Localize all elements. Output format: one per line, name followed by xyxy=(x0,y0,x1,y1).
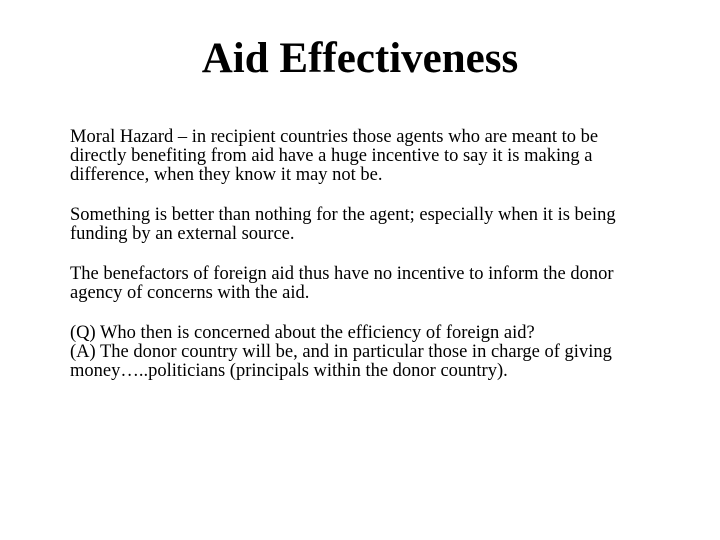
paragraph-moral-hazard: Moral Hazard – in recipient countries those agents who are meant to be directly benefiting from aid have a huge incentive to say it is making a difference, when they know it may not be. xyxy=(70,127,599,185)
answer-text: (A) The donor country will be, and in particular those in charge of giving money…..politicians (principals within the donor country). xyxy=(70,342,612,381)
slide-title: Aid Effectiveness xyxy=(201,35,519,82)
paragraph-benefactors: The benefactors of foreign aid thus have no incentive to inform the donor agency of concerns with the aid. xyxy=(70,264,614,303)
slide-body xyxy=(70,128,695,381)
paragraph-something-better: Something is better than nothing for the agent; especially when it is being funding by an external source. xyxy=(70,205,616,244)
question-text: (Q) Who then is concerned about the efficiency of foreign aid? xyxy=(70,323,535,343)
